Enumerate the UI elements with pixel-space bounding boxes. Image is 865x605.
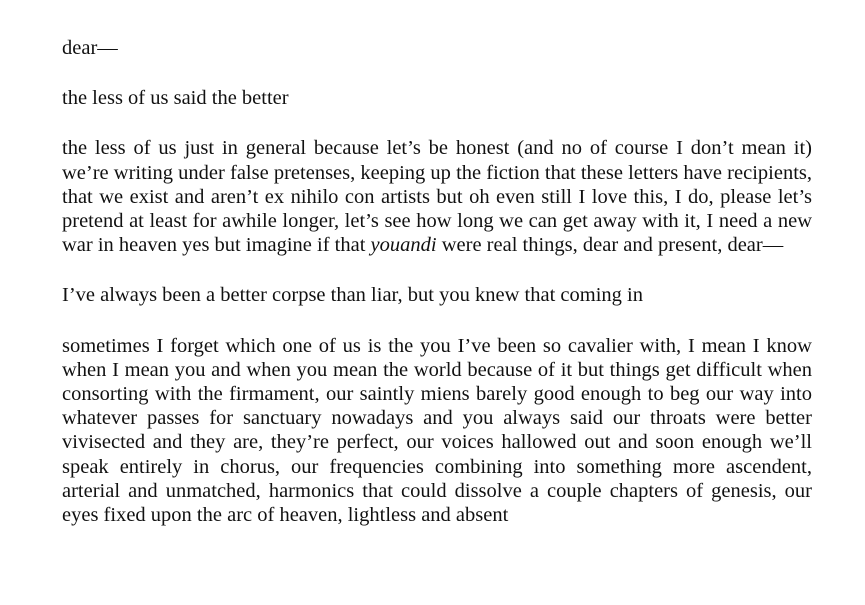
middle-line: I’ve always been a better corpse than liar, but you knew that coming in bbox=[62, 284, 643, 307]
paragraph-one-text-b: were real things, dear and present, dear— bbox=[436, 234, 784, 257]
salutation: dear— bbox=[62, 37, 118, 59]
paragraph-one bbox=[62, 136, 812, 257]
opening-line: the less of us said the better bbox=[62, 87, 289, 110]
letter-page bbox=[62, 36, 812, 527]
paragraph-one-emphasis: youandi bbox=[370, 234, 437, 257]
paragraph-one-text-a: the less of us just in general because let’s be honest (and no of course I don’t mean it) we’re writing under false pretenses, keeping up the fiction that these letters have recipients, that we exist and aren’t ex nihilo con artists but oh even still I love this, I do, please let’s pretend at least for awhile longer, let’s see how long we can get away with it, I need a new war in heaven yes but imagine if that bbox=[62, 137, 812, 257]
paragraph-two: sometimes I forget which one of us is the you I’ve been so cavalier with, I mean I know when I mean you and when you mean the world because of it but things get difficult when consorting with the firmament, our saintly miens barely good enough to beg our way into whatever passes for sanctuary nowadays and you always said our throats were better vivisected and they are, they’re perfect, our voices hallowed out and soon enough we’ll speak entirely in chorus, our frequencies combining into something more ascendent, arterial and unmatched, harmonics that could dissolve a couple chapters of genesis, our eyes fixed upon the arc of heaven, lightless and absent bbox=[62, 334, 812, 527]
